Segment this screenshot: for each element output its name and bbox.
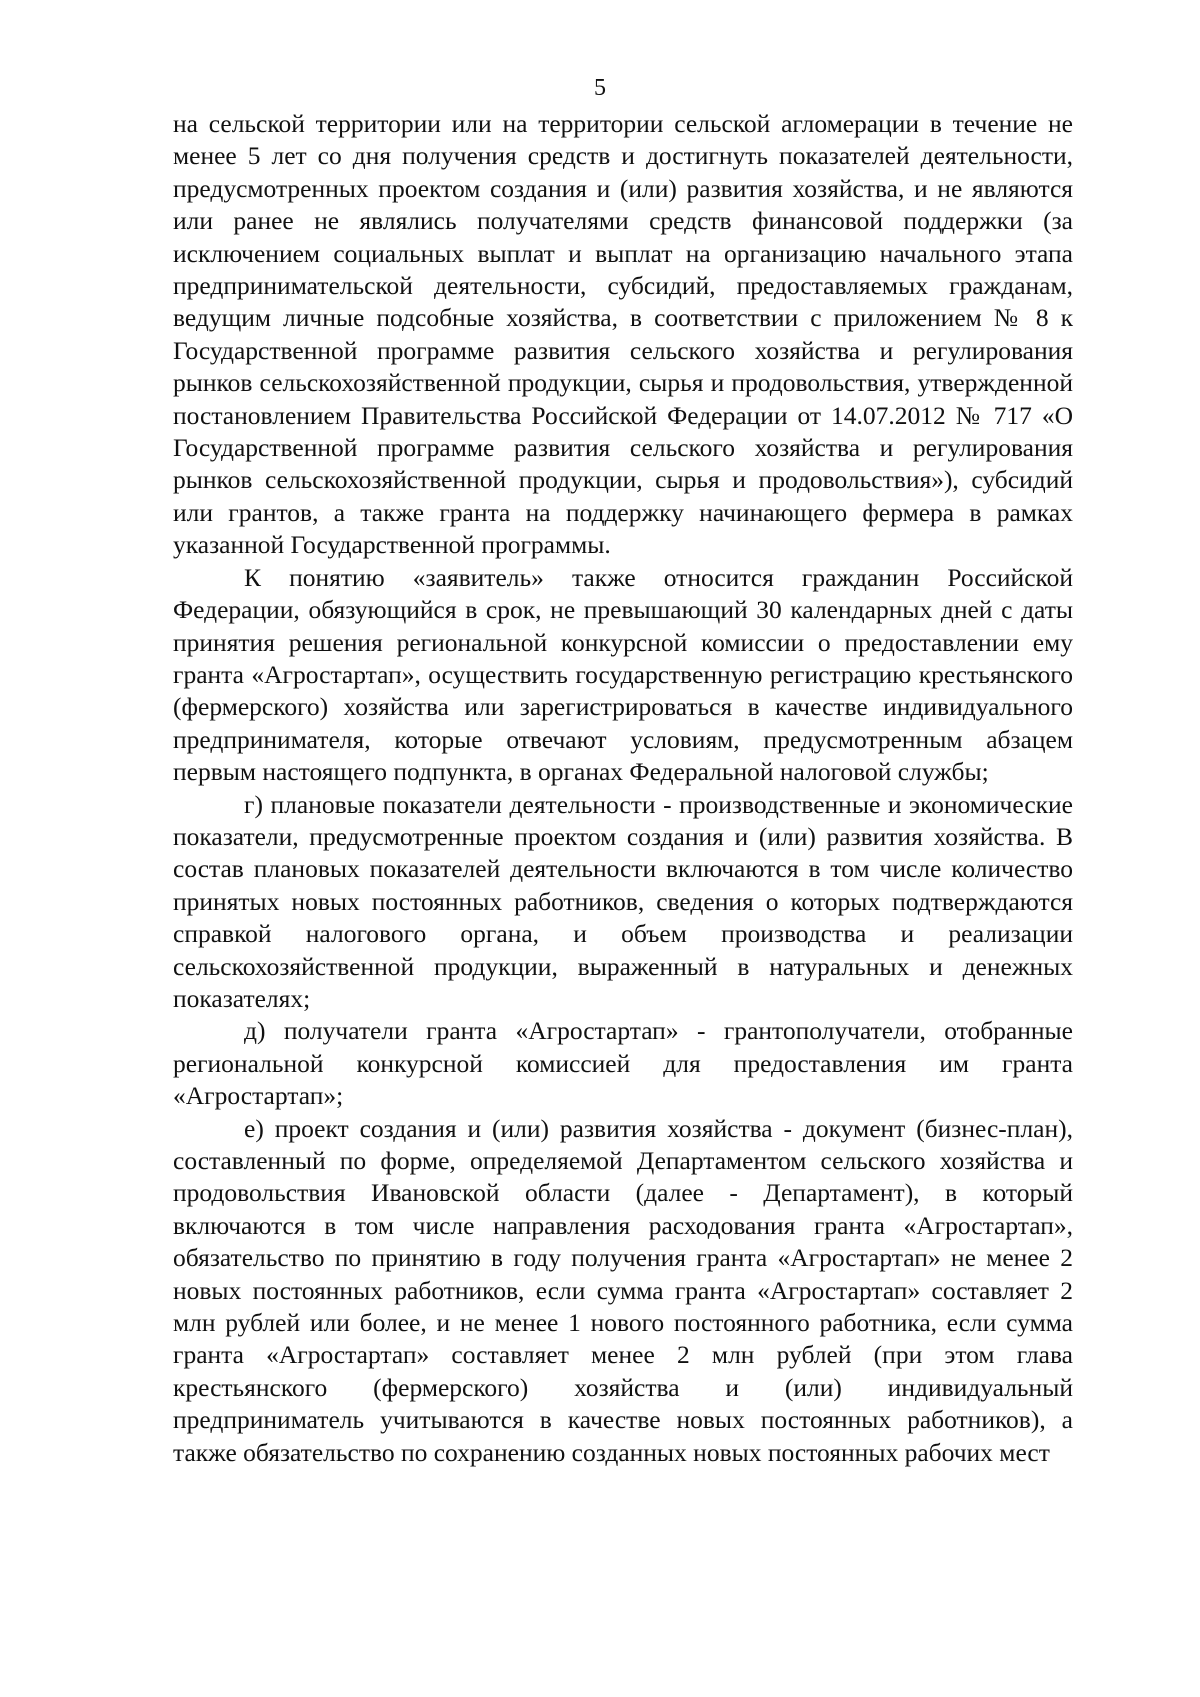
paragraph-item-g: г) плановые показатели деятельности - производственные и экономические показатели, предусмотренные проектом создания и (или) развития хозяйства. В состав плановых показателей деятельности включаются в том числе количество принятых новых постоянных работников, сведения о которых подтверждаются справкой налогового органа, и объем производства и реализации сельскохозяйственной продукции, выраженный в натуральных и денежных показателях;: [173, 789, 1073, 1013]
paragraph-continuation: на сельской территории или на территории сельской агломерации в течение не менее 5 лет со дня получения средств и достигнуть показателей деятельности, предусмотренных проектом создания и (или) развития хозяйства, и не являются или ранее не являлись получателями средств финансовой поддержки (за исключением социальных выплат и выплат на организацию начального этапа предпринимательской деятельности, субсидий, предоставляемых гражданам, ведущим личные подсобные хозяйства, в соответствии с приложением № 8 к Государственной программе развития сельского хозяйства и регулирования рынков сельскохозяйственной продукции, сырья и продовольствия, утвержденной постановлением Правительства Российской Федерации от 14.07.2012 № 717 «О Государственной программе развития сельского хозяйства и регулирования рынков сельскохозяйственной продукции, сырья и продовольствия»), субсидий или грантов, а также гранта на поддержку начинающего фермера в рамках указанной Государственной программы.: [173, 109, 1073, 560]
paragraph-applicant-definition: К понятию «заявитель» также относится гражданин Российской Федерации, обязующийся в срок, не превышающий 30 календарных дней с даты принятия решения региональной конкурсной комиссии о предоставлении ему гранта «Агростартап», осуществить государственную регистрацию крестьянского (фермерского) хозяйства или зарегистрироваться в качестве индивидуального предпринимателя, которые отвечают условиям, предусмотренным абзацем первым настоящего подпункта, в органах Федеральной налоговой службы;: [173, 562, 1073, 787]
paragraph-item-d: д) получатели гранта «Агростартап» - грантополучатели, отобранные региональной конкурсной комиссией для предоставления им гранта «Агростартап»;: [173, 1016, 1073, 1111]
document-body: [173, 108, 1073, 1469]
paragraph-item-e: е) проект создания и (или) развития хозяйства - документ (бизнес-план), составленный по форме, определяемой Департаментом сельского хозяйства и продовольствия Ивановской области (далее - Департамент), в который включаются в том числе направления расходования гранта «Агростартап», обязательство по принятию в году получения гранта «Агростартап» не менее 2 новых постоянных работников, если сумма гранта «Агростартап» составляет 2 млн рублей или более, и не менее 1 нового постоянного работника, если сумма гранта «Агростартап» составляет менее 2 млн рублей (при этом глава крестьянского (фермерского) хозяйства и (или) индивидуальный предприниматель учитываются в качестве новых постоянных работников), а также обязательство по сохранению созданных новых постоянных рабочих мест: [173, 1113, 1073, 1467]
page-number: 5: [594, 75, 606, 101]
